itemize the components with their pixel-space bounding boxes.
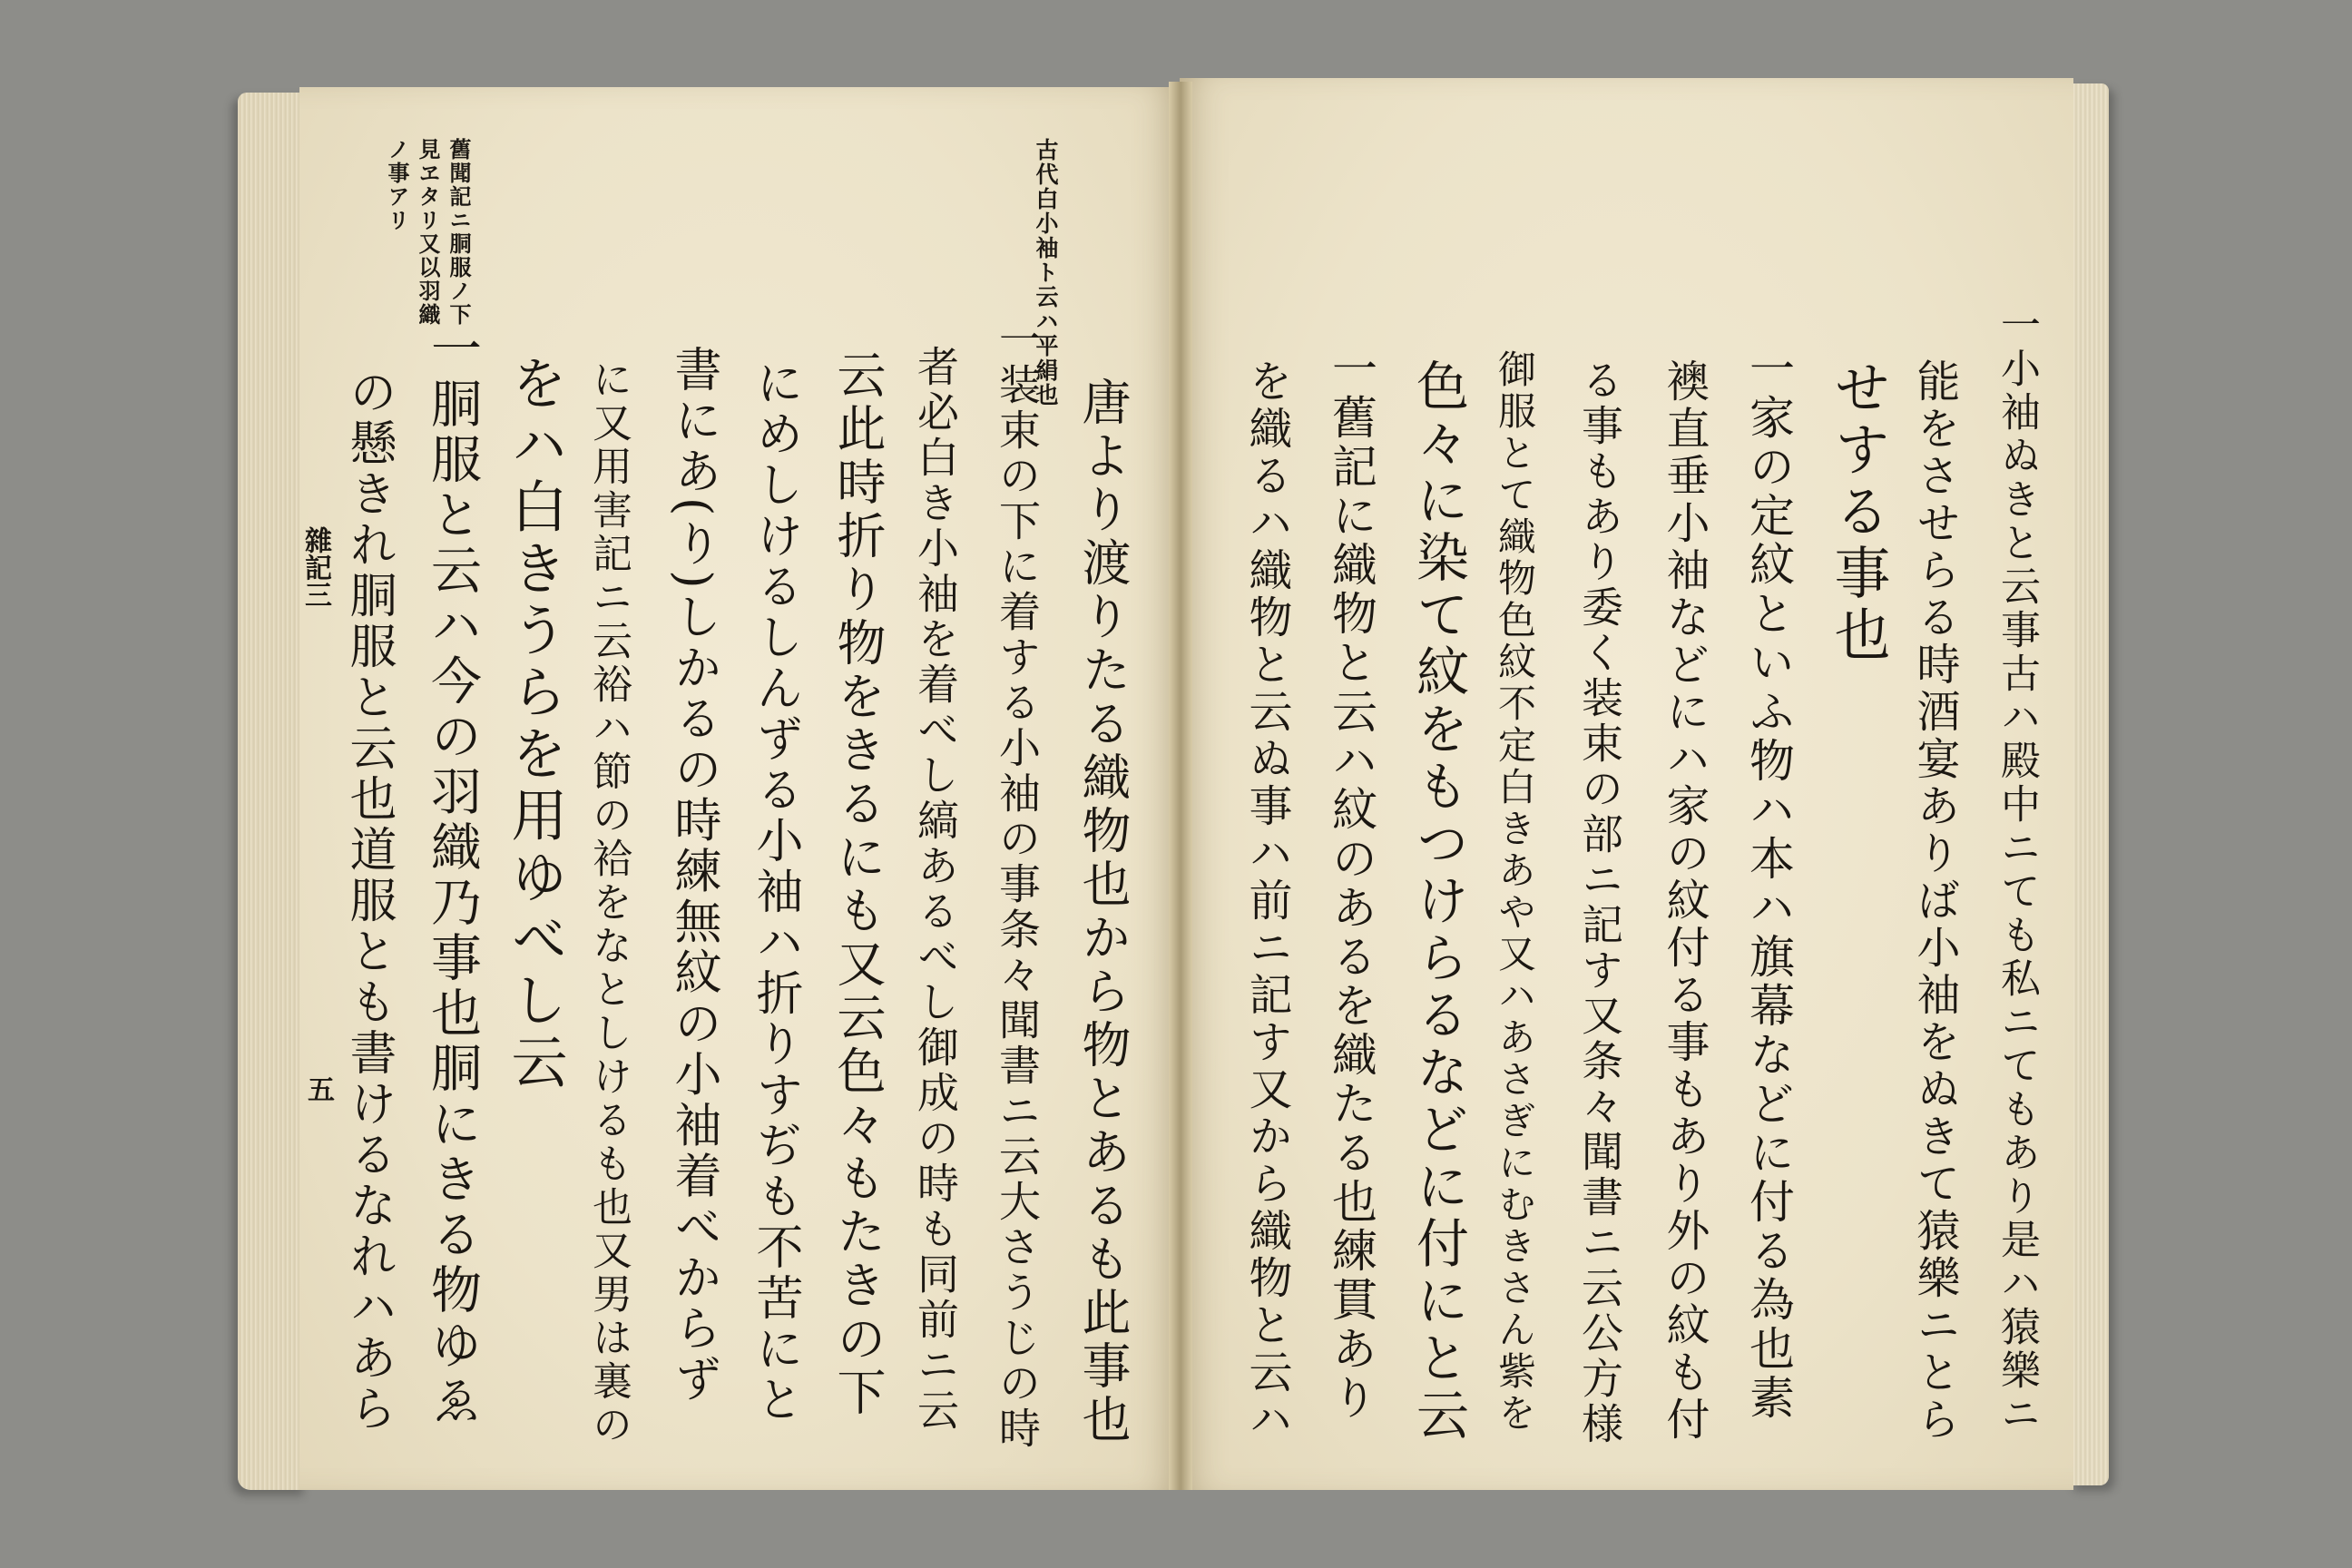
text-column: 襖直垂小袖などにハ家の紋付る事もあり外の紋も付 [1659,358,1710,1444]
text-column: にめしけるしんずる小袖ハ折りすぢも不苦にと [748,358,802,1426]
text-column: せする事也 [1825,358,1891,667]
head-note: 古代白小袖ト云ハ平絹也 [1033,138,1059,407]
margin-note: 舊聞記ニ胴服ノ下見ヱタリ又以羽織ノ事アリ [384,138,472,327]
text-column: 者必白き小袖を着べし縞あるべし御成の時も同前ニ云 [911,345,960,1434]
folio-number: 五 [302,1075,334,1102]
text-column: 唐より渡りたる織物也から物とあるも此事也 [1074,377,1132,1447]
text-column: を織るハ織物と云ぬ事ハ前ニ記す又から織物と云ハ [1241,358,1292,1444]
text-column: 書にあ(り)しかるの時練無紋の小袖着べからず [666,345,720,1406]
text-column: 一胴服と云ハ今の羽織乃事也胴にきる物ゆゑ [423,322,482,1429]
page-block-left-edge [238,93,309,1490]
text-column: 色々に染て紋をもつけらるなどに付にと云 [1407,358,1469,1445]
text-column: の懸きれ胴服と云也道服とも書けるなれハあら [341,368,396,1435]
text-column: 一小袖ぬきと云事古ハ殿中ニても私ニてもあり是ハ猿樂ニ [1994,304,2040,1436]
text-column: 一舊記に織物と云ハ紋のあるを織たる也練貫あり [1325,345,1377,1423]
text-column: 御服とて織物色紋不定白きあや又ハあさぎにむきさん紫を [1493,349,1537,1435]
text-column: に又用害記ニ云裕ハ節の袷をなとしけるも也又男は裏の [585,358,632,1447]
text-column: 一装束の下に着する小袖の事条々聞書ニ云大さうじの時 [993,318,1042,1452]
text-column: 云此時折り物をきるにも又云色々もたきの下 [829,349,887,1420]
text-column: 能をさせらる時酒宴ありば小袖をぬきて猿樂ニとら [1909,358,1960,1444]
book-gutter [1169,82,1192,1490]
text-column: る事もあり委く装束の部ニ記す又条々聞書ニ云公方様 [1575,358,1624,1447]
text-column: をハ白きうらを用ゆべし云 [502,354,568,1094]
text-column: 一家の定紋といふ物ハ本ハ旗幕などに付る為也素 [1742,345,1795,1423]
page-block-right-edge [2069,83,2109,1485]
folio-title: 雜記三 [299,526,331,608]
